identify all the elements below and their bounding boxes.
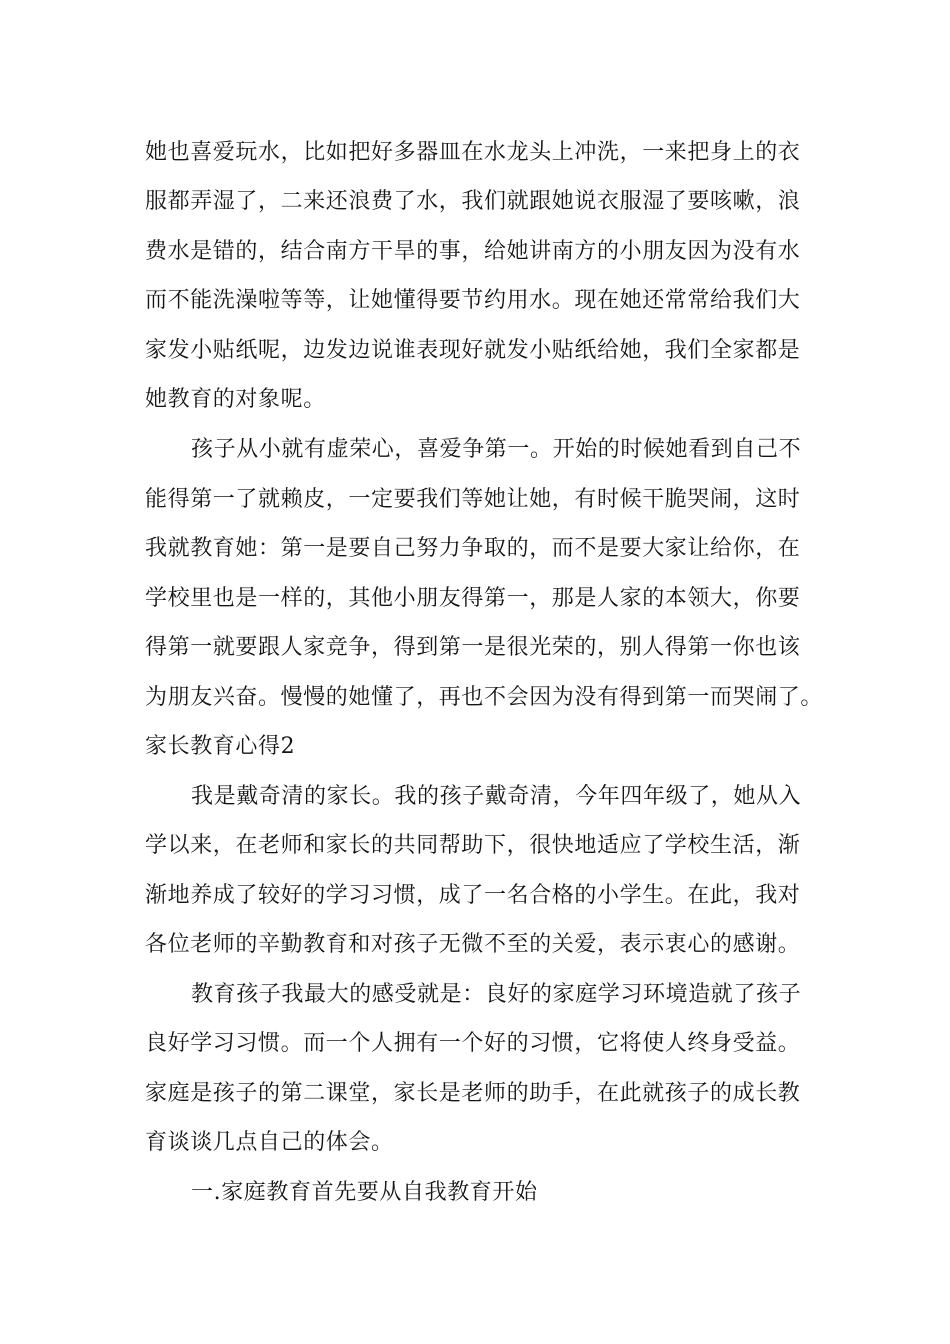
paragraph-line: 费水是错的，结合南方干旱的事，给她讲南方的小朋友因为没有水 — [145, 239, 801, 264]
paragraph-line: 学以来，在老师和家长的共同帮助下，很快地适应了学校生活，渐 — [145, 833, 801, 858]
paragraph-line: 我是戴奇清的家长。我的孩子戴奇清，今年四年级了，她从入 — [191, 784, 802, 809]
paragraph-line: 服都弄湿了，二来还浪费了水，我们就跟她说衣服湿了要咳嗽，浪 — [145, 189, 801, 214]
paragraph-line: 教育孩子我最大的感受就是：良好的家庭学习环境造就了孩子 — [191, 982, 802, 1007]
paragraph-line: 渐地养成了较好的学习习惯，成了一名合格的小学生。在此，我对 — [145, 883, 801, 908]
paragraph-line: 她也喜爱玩水，比如把好多器皿在水龙头上冲洗，一来把身上的衣 — [145, 140, 801, 165]
paragraph-line: 家庭是孩子的第二课堂，家长是老师的助手，在此就孩子的成长教 — [145, 1081, 801, 1106]
paragraph-line: 家发小贴纸呢，边发边说谁表现好就发小贴纸给她，我们全家都是 — [145, 338, 801, 363]
paragraph-line: 她教育的对象呢。 — [145, 387, 326, 412]
paragraph-line: 得第一就要跟人家竞争，得到第一是很光荣的，别人得第一你也该 — [145, 635, 801, 660]
section-heading: 家长教育心得2 — [145, 734, 296, 759]
paragraph-line: 而不能洗澡啦等等，让她懂得要节约用水。现在她还常常给我们大 — [145, 288, 801, 313]
paragraph-line: 各位老师的辛勤教育和对孩子无微不至的关爱，表示衷心的感谢。 — [145, 932, 801, 957]
paragraph-line: 学校里也是一样的，其他小朋友得第一，那是人家的本领大，你要 — [145, 586, 801, 611]
paragraph-line: 为朋友兴奋。慢慢的她懂了，再也不会因为没有得到第一而哭闹了。 — [145, 685, 824, 710]
paragraph-line: 良好学习习惯。而一个人拥有一个好的习惯，它将使人终身受益。 — [145, 1031, 801, 1056]
paragraph-line: 能得第一了就赖皮，一定要我们等她让她，有时候干脆哭闹，这时 — [145, 487, 801, 512]
paragraph-line: 孩子从小就有虚荣心，喜爱争第一。开始的时候她看到自己不 — [191, 437, 802, 462]
paragraph-line: 我就教育她：第一是要自己努力争取的，而不是要大家让给你，在 — [145, 536, 801, 561]
subsection-heading: 一.家庭教育首先要从自我教育开始 — [191, 1180, 538, 1205]
paragraph-line: 育谈谈几点自己的体会。 — [145, 1130, 394, 1155]
